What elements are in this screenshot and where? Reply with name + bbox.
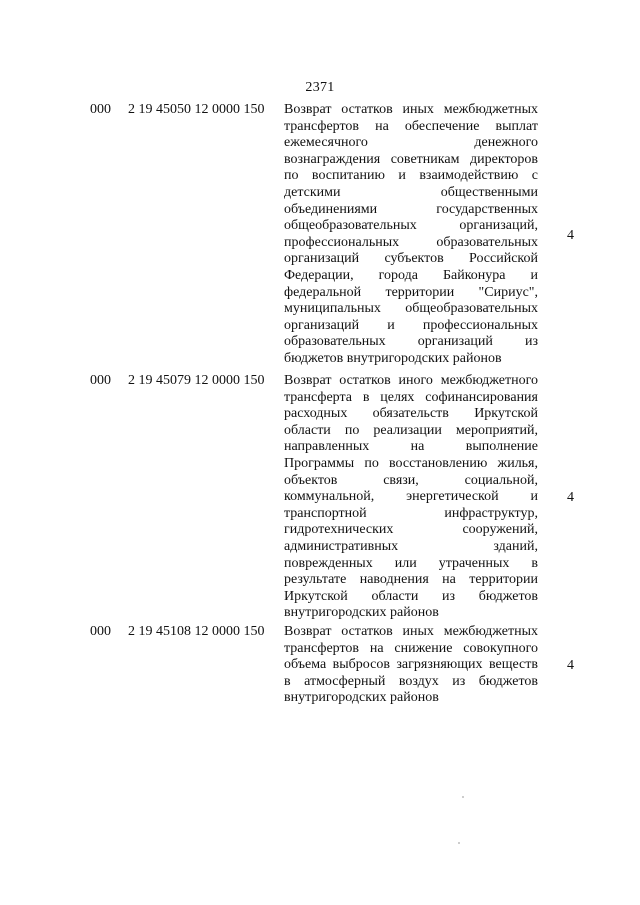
- description-line: объединениями государственных: [284, 201, 538, 217]
- description-line: вознаграждения советникам директоров: [284, 151, 538, 167]
- description-line: по воспитанию и взаимодействию с: [284, 168, 538, 184]
- description-line: внутригородских районов: [284, 605, 439, 621]
- kbk-code: 2 19 45108 12 0000 150: [128, 624, 265, 639]
- description-line: федеральной территории "Сириус",: [284, 284, 538, 300]
- description: [284, 624, 538, 707]
- description-line: детскими общественными: [284, 184, 538, 200]
- description-line: объема выбросов загрязняющих веществ: [284, 657, 538, 673]
- description-line: внутригородских районов: [284, 690, 439, 706]
- description-line: трансфертов на обеспечение выплат: [284, 118, 538, 134]
- description-line: объектов связи, социальной,: [284, 472, 538, 488]
- description-line: результате наводнения на территории: [284, 572, 538, 588]
- description-line: поврежденных или утраченных в: [284, 555, 538, 571]
- description-line: расходных обязательств Иркутской: [284, 406, 538, 422]
- page-number: 2371: [305, 80, 335, 95]
- description: [284, 373, 538, 622]
- admin-code: 000: [90, 102, 111, 117]
- kbk-code: 2 19 45079 12 0000 150: [128, 373, 265, 388]
- description-line: образовательных организаций из: [284, 334, 538, 350]
- description-line: организаций субъектов Российской: [284, 251, 538, 267]
- description-line: коммунальной, энергетической и: [284, 489, 538, 505]
- admin-code: 000: [90, 624, 111, 639]
- description-line: Возврат остатков иного межбюджетного: [284, 373, 538, 388]
- description-line: транспортной инфраструктур,: [284, 505, 538, 521]
- description: [284, 102, 538, 368]
- description-line: организаций и профессиональных: [284, 317, 538, 333]
- description-line: гидротехнических сооружений,: [284, 522, 538, 538]
- description-line: Возврат остатков иных межбюджетных: [284, 624, 538, 639]
- description-line: административных зданий,: [284, 538, 538, 554]
- description-line: Федерации, города Байконура и: [284, 267, 538, 283]
- description-line: ежемесячного денежного: [284, 135, 538, 151]
- description-line: трансферта в целях софинансирования: [284, 389, 538, 405]
- description-line: в атмосферный воздух из бюджетов: [284, 673, 538, 689]
- kbk-code: 2 19 45050 12 0000 150: [128, 102, 265, 117]
- amount: 4: [567, 658, 574, 673]
- description-line: трансфертов на снижение совокупного: [284, 640, 538, 656]
- description-line: общеобразовательных организаций,: [284, 218, 538, 234]
- scan-speck: [462, 796, 464, 798]
- description-line: направленных на выполнение: [284, 439, 538, 455]
- description-line: Возврат остатков иных межбюджетных: [284, 102, 538, 117]
- amount: 4: [567, 228, 574, 243]
- description-line: бюджетов внутригородских районов: [284, 350, 502, 366]
- description-line: Программы по восстановлению жилья,: [284, 455, 538, 471]
- description-line: области по реализации мероприятий,: [284, 422, 538, 438]
- description-line: профессиональных образовательных: [284, 234, 538, 250]
- amount: 4: [567, 490, 574, 505]
- description-line: муниципальных общеобразовательных: [284, 301, 538, 317]
- description-line: Иркутской области из бюджетов: [284, 588, 538, 604]
- admin-code: 000: [90, 373, 111, 388]
- scan-speck: [458, 842, 460, 844]
